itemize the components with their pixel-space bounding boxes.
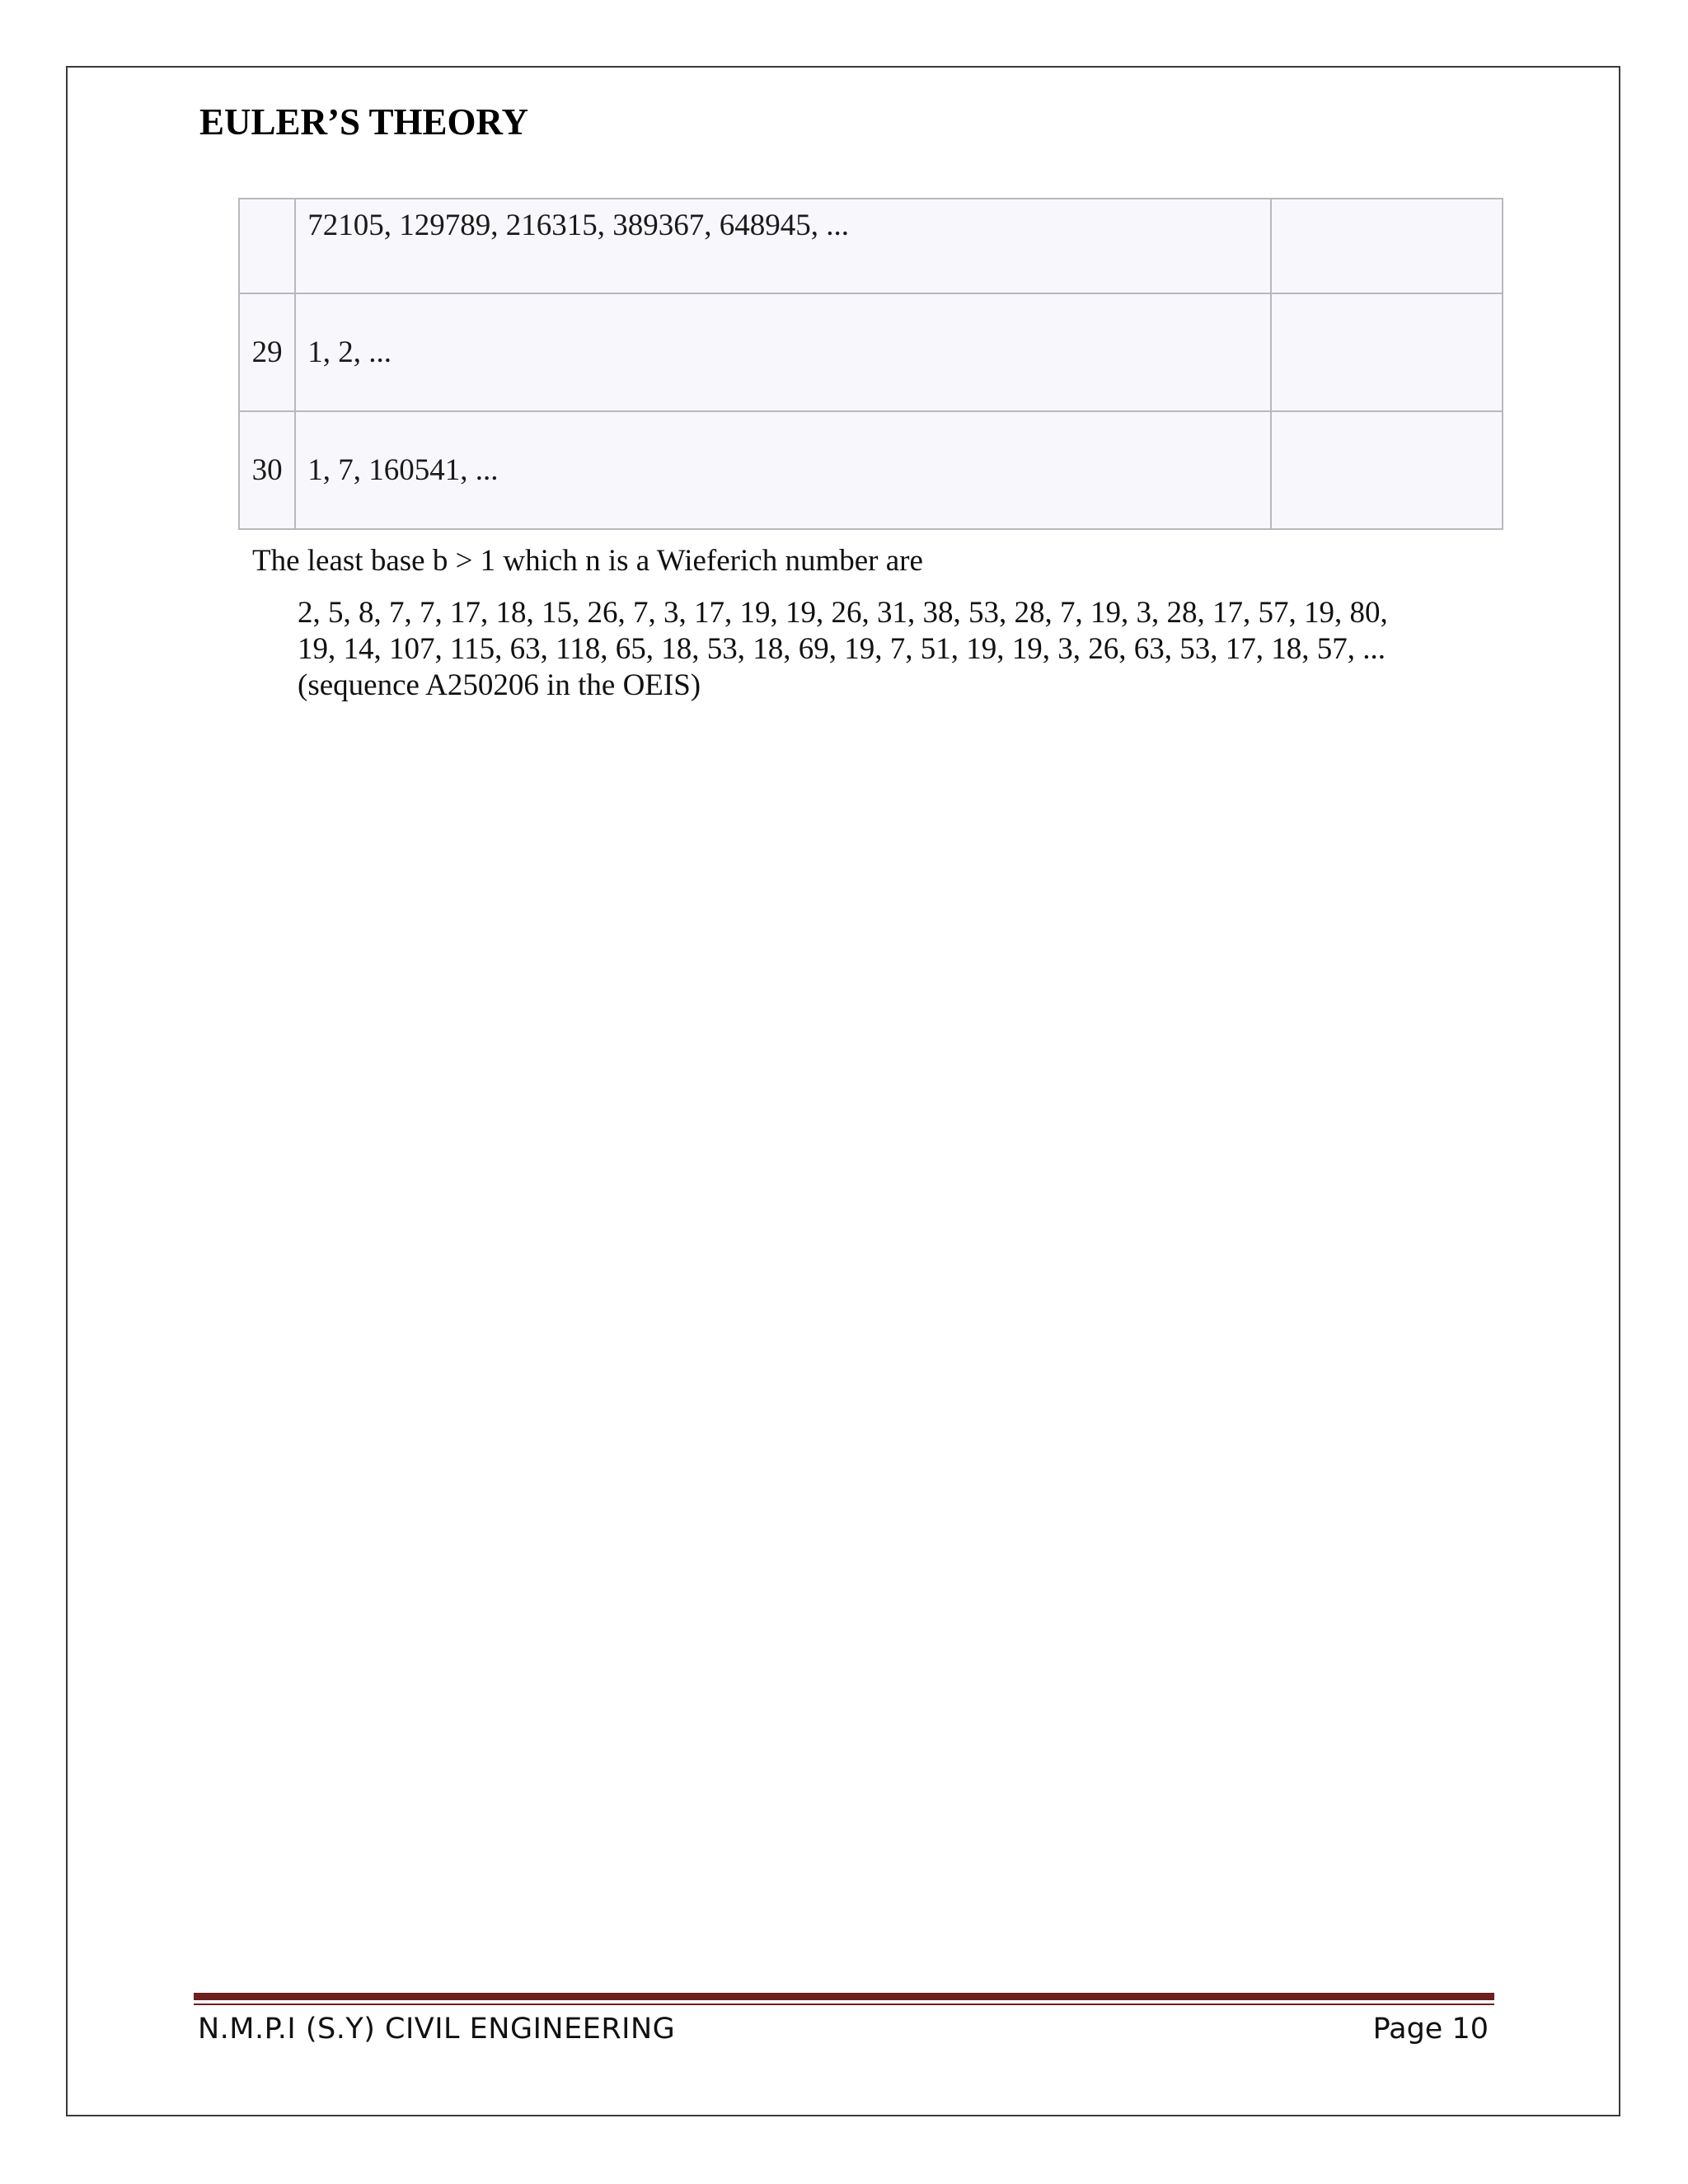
table-cell-sequence: 72105, 129789, 216315, 389367, 648945, ... bbox=[295, 199, 1271, 293]
table-row bbox=[239, 411, 1503, 529]
sequence-reference: (sequence A250206 in the OEIS) bbox=[298, 668, 701, 702]
footer-institution: N.M.P.I (S.Y) CIVIL ENGINEERING bbox=[198, 2013, 676, 2046]
table-row bbox=[239, 199, 1503, 293]
table-cell-extra bbox=[1271, 199, 1503, 293]
page-number: Page 10 bbox=[1372, 2013, 1489, 2046]
table-cell-sequence: 1, 7, 160541, ... bbox=[295, 411, 1271, 529]
table-cell-extra bbox=[1271, 293, 1503, 411]
sequence-line: 2, 5, 8, 7, 7, 17, 18, 15, 26, 7, 3, 17, 19, 19, 26, 31, 38, 53, 28, 7, 19, 3, 28, 17, 57, 19, 80, bbox=[298, 596, 1388, 630]
sequence-table bbox=[238, 198, 1503, 530]
table-cell-extra bbox=[1271, 411, 1503, 529]
table-cell-n bbox=[239, 199, 295, 293]
table-cell-n: 30 bbox=[239, 411, 295, 529]
page-heading: EULER’S THEORY bbox=[199, 101, 528, 143]
intro-paragraph: The least base b > 1 which n is a Wieferich number are bbox=[252, 544, 923, 578]
sequence-line: 19, 14, 107, 115, 63, 118, 65, 18, 53, 18, 69, 19, 7, 51, 19, 19, 3, 26, 63, 53, 17, 18, 57, ... bbox=[298, 632, 1386, 666]
table-cell-n: 29 bbox=[239, 293, 295, 411]
sequence-block bbox=[298, 595, 1493, 704]
footer-rule-thin bbox=[194, 2004, 1494, 2005]
footer-rule bbox=[194, 1993, 1494, 2000]
table-row bbox=[239, 293, 1503, 411]
table-cell-sequence: 1, 2, ... bbox=[295, 293, 1271, 411]
